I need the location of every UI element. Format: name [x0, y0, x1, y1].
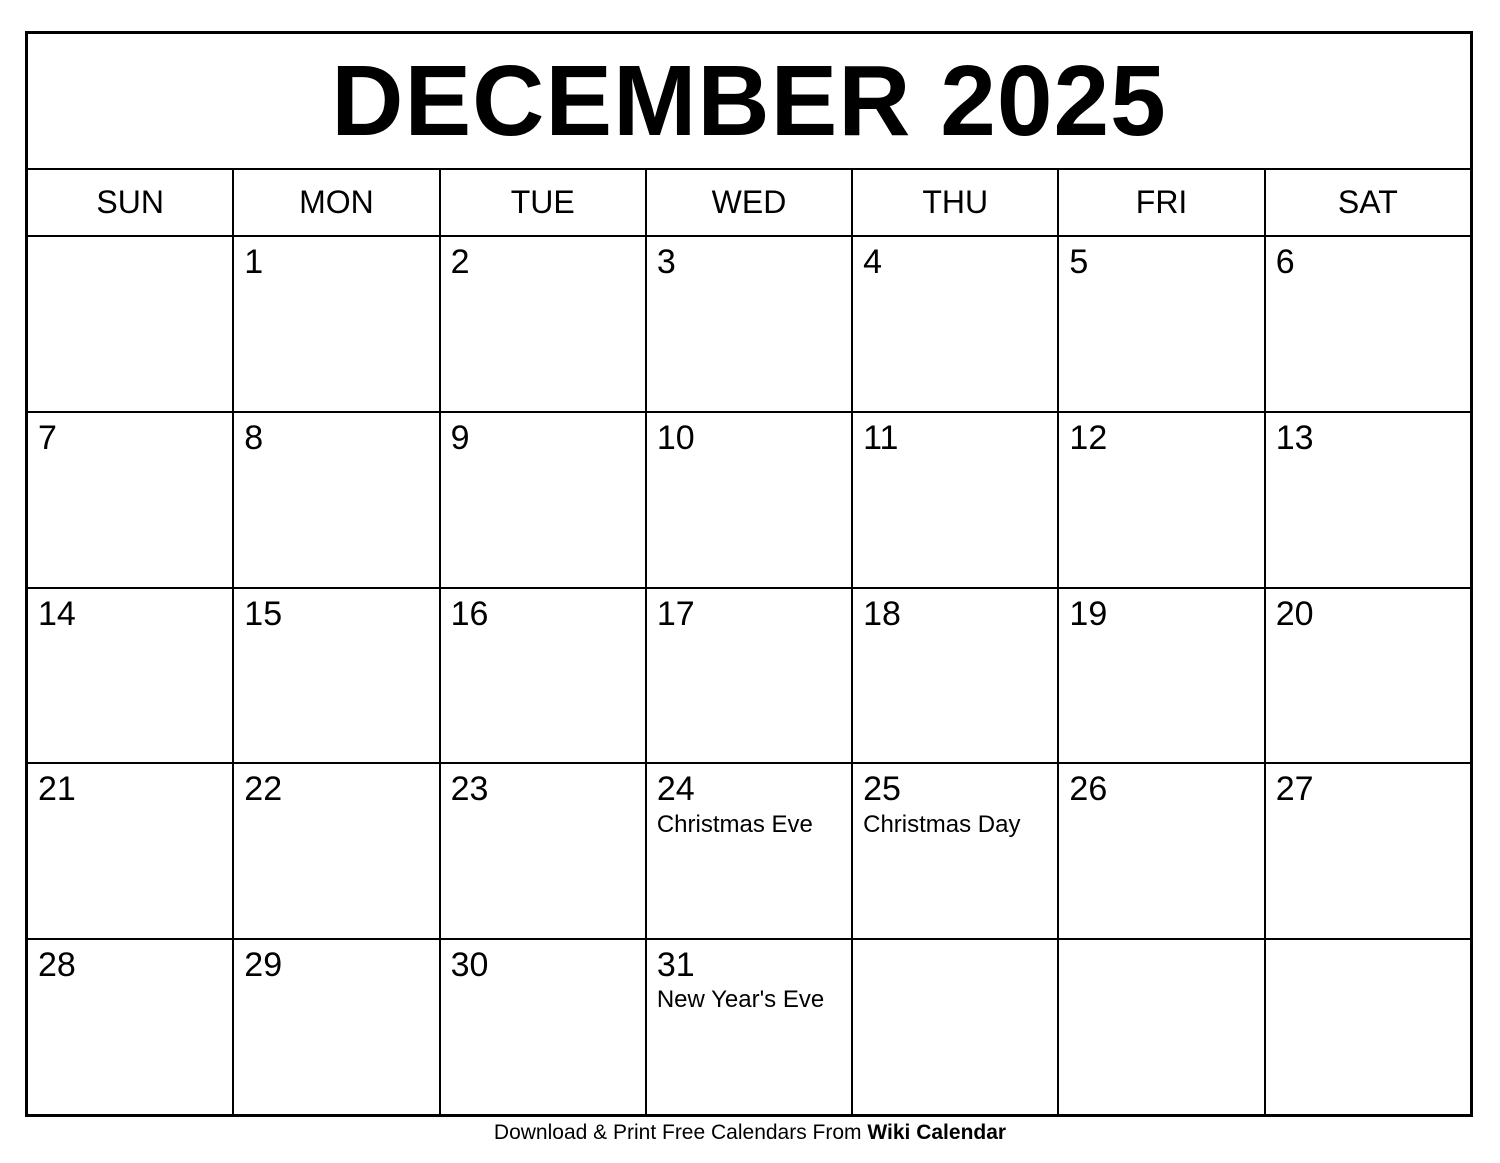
day-number: 4 — [863, 243, 883, 281]
day-cell — [441, 764, 647, 938]
day-cell — [234, 413, 440, 587]
day-number: 28 — [38, 946, 76, 985]
day-number: 19 — [1069, 594, 1108, 633]
day-number: 20 — [1275, 594, 1314, 633]
week-row-5 — [28, 940, 1470, 1114]
day-cell — [853, 764, 1059, 938]
day-cell — [28, 764, 234, 938]
day-number: 23 — [450, 770, 489, 809]
day-cell — [1266, 940, 1470, 1114]
week-row-3 — [28, 589, 1470, 765]
day-cell — [234, 589, 440, 763]
day-cell — [853, 940, 1059, 1114]
day-cell — [28, 237, 234, 411]
day-number: 9 — [450, 418, 470, 457]
day-cell — [853, 413, 1059, 587]
day-cell — [234, 940, 440, 1114]
day-number: 6 — [1275, 243, 1295, 281]
day-cell — [1059, 413, 1265, 587]
day-cell — [853, 237, 1059, 411]
holiday-label: New Year's Eve — [656, 986, 825, 1014]
day-number: 17 — [656, 594, 695, 633]
day-cell — [1266, 589, 1470, 763]
day-number: 5 — [1069, 243, 1089, 281]
day-number: 3 — [656, 243, 676, 281]
day-cell — [234, 237, 440, 411]
calendar-grid — [25, 31, 1473, 1117]
day-cell — [441, 589, 647, 763]
day-cell — [1059, 237, 1265, 411]
day-number: 12 — [1069, 418, 1108, 457]
day-cell — [1059, 940, 1265, 1114]
day-number: 21 — [38, 770, 76, 809]
day-number: 13 — [1275, 418, 1314, 457]
day-cell — [441, 237, 647, 411]
day-cell — [1266, 764, 1470, 938]
day-number: 31 — [656, 946, 695, 985]
day-cell — [647, 764, 853, 938]
weekday-header-thu: THU — [853, 170, 1059, 235]
weekday-header-wed: WED — [647, 170, 853, 235]
day-number: 25 — [863, 770, 901, 809]
day-cell — [647, 237, 853, 411]
day-cell — [853, 589, 1059, 763]
day-number: 26 — [1069, 770, 1108, 809]
day-cell — [28, 413, 234, 587]
title-row — [28, 34, 1470, 170]
day-cell — [441, 413, 647, 587]
day-number: 27 — [1275, 770, 1314, 809]
day-cell — [1059, 589, 1265, 763]
day-cell — [647, 589, 853, 763]
day-number: 15 — [244, 594, 283, 633]
footer-text: Download & Print Free Calendars From — [493, 1121, 868, 1144]
week-row-4 — [28, 764, 1470, 940]
day-cell — [1266, 237, 1470, 411]
week-row-2 — [28, 413, 1470, 589]
footer-credit — [0, 1121, 1500, 1145]
week-row-1 — [28, 237, 1470, 413]
weekday-header-tue: TUE — [441, 170, 647, 235]
day-number: 2 — [450, 243, 470, 281]
day-number: 30 — [450, 946, 489, 985]
day-cell — [1059, 764, 1265, 938]
weekday-header-fri: FRI — [1059, 170, 1265, 235]
day-number: 11 — [863, 418, 899, 457]
page-title: DECEMBER 2025 — [331, 44, 1167, 157]
holiday-label: Christmas Eve — [656, 810, 813, 838]
footer-brand: Wiki Calendar — [867, 1121, 1007, 1144]
weekday-header-sun: SUN — [28, 170, 234, 235]
weekday-header-sat: SAT — [1337, 184, 1398, 220]
day-number: 29 — [244, 946, 283, 985]
day-cell — [1266, 413, 1470, 587]
day-cell — [647, 413, 853, 587]
day-number: 24 — [656, 770, 695, 809]
day-number: 7 — [38, 418, 57, 457]
holiday-label: Christmas Day — [863, 810, 1021, 838]
weekday-header-mon: MON — [234, 170, 440, 235]
day-number: 1 — [244, 243, 264, 281]
day-cell — [234, 764, 440, 938]
day-number: 14 — [38, 594, 76, 633]
day-number: 8 — [244, 418, 264, 457]
day-cell — [28, 940, 234, 1114]
day-number: 22 — [244, 770, 283, 809]
weekday-header-row — [28, 170, 1470, 237]
day-cell — [441, 940, 647, 1114]
day-cell — [647, 940, 853, 1114]
day-cell — [28, 589, 234, 763]
day-number: 16 — [450, 594, 489, 633]
day-number: 18 — [863, 594, 901, 633]
day-number: 10 — [656, 418, 695, 457]
